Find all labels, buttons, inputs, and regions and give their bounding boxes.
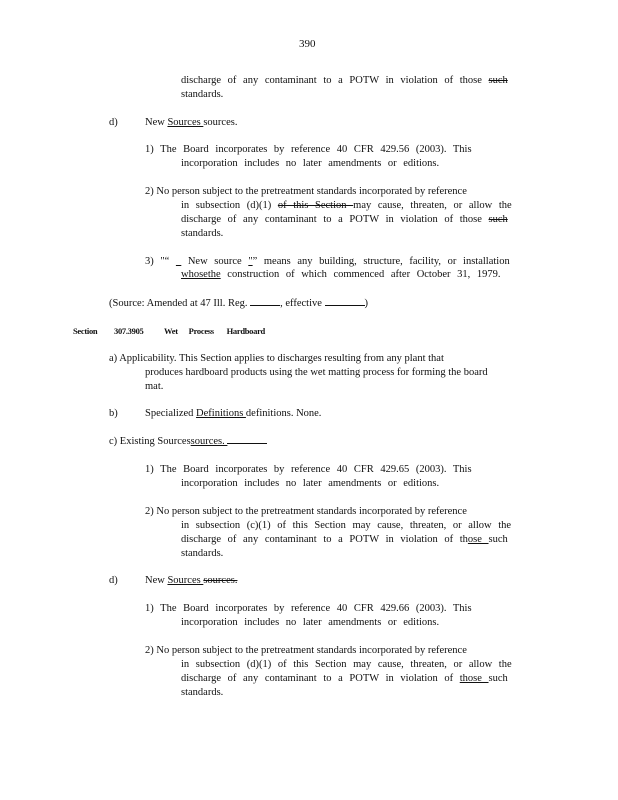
- struck-text: such: [488, 214, 508, 225]
- inserted-text: sources.: [190, 436, 228, 447]
- subsection-heading: New Sources sources.: [145, 575, 238, 586]
- paragraph-line: discharge of any contaminant to a POTW in violation of those such: [181, 214, 508, 225]
- struck-text: such: [488, 75, 508, 86]
- paragraph-line: standards.: [181, 687, 224, 698]
- paragraph-line: a) Applicability. This Section applies to discharges resulting from any plant that: [109, 353, 444, 364]
- paragraph-line: in subsection (d)(1) of this Section may cause, threaten, or allow the: [181, 200, 512, 211]
- inserted-text: those: [459, 673, 489, 684]
- struck-text: of this Section: [277, 200, 354, 211]
- inserted-text: _: [175, 256, 182, 267]
- subsection-heading: Specialized Definitions definitions. None.: [145, 408, 322, 419]
- section-label: Section: [73, 326, 98, 336]
- paragraph-line: produces hardboard products using the wet matting process for forming the board: [145, 367, 488, 378]
- subsection-letter: d): [109, 117, 118, 128]
- blank-line: [227, 437, 267, 444]
- section-number: 307.3905: [114, 326, 144, 336]
- inserted-text: whosethe: [181, 269, 221, 280]
- section-title: Wet Process Hardboard: [164, 326, 265, 336]
- subsection-heading: New Sources sources.: [145, 117, 238, 128]
- subsection-letter: b): [109, 408, 118, 419]
- paragraph-line: in subsection (d)(1) of this Section may cause, threaten, or allow the: [181, 659, 512, 670]
- inserted-text: Sources: [167, 117, 204, 128]
- paragraph-line: standards.: [181, 89, 224, 100]
- paragraph-line: 2) No person subject to the pretreatment standards incorporated by reference: [145, 506, 467, 517]
- paragraph-line: mat.: [145, 381, 164, 392]
- inserted-text: Definitions: [196, 408, 246, 419]
- paragraph-line: incorporation includes no later amendments or editions.: [181, 158, 440, 169]
- paragraph-line: 1) The Board incorporates by reference 40 CFR 429.56 (2003). This: [145, 144, 472, 155]
- paragraph-line: incorporation includes no later amendments or editions.: [181, 478, 440, 489]
- paragraph-line: discharge of any contaminant to a POTW in violation of those such: [181, 75, 508, 86]
- subsection-heading: c) Existing Sourcessources.: [109, 435, 267, 448]
- paragraph-line: standards.: [181, 548, 224, 559]
- paragraph-line: whosethe construction of which commenced after October 31, 1979.: [181, 269, 501, 280]
- paragraph-line: incorporation includes no later amendments or editions.: [181, 617, 440, 628]
- source-note: (Source: Amended at 47 Ill. Reg. , effective ): [109, 298, 369, 309]
- paragraph-line: 3) "“ _ New source "” means any building, structure, facility, or installation: [145, 256, 510, 267]
- blank-line: [325, 296, 365, 306]
- inserted-text: ": [248, 256, 253, 267]
- paragraph-line: discharge of any contaminant to a POTW in violation of those such: [181, 673, 508, 684]
- paragraph-line: 2) No person subject to the pretreatment standards incorporated by reference: [145, 645, 467, 656]
- paragraph-line: 1) The Board incorporates by reference 40 CFR 429.66 (2003). This: [145, 603, 472, 614]
- subsection-letter: d): [109, 575, 118, 586]
- page-number: 390: [299, 38, 316, 50]
- inserted-text: ose: [467, 534, 489, 545]
- paragraph-line: in subsection (c)(1) of this Section may cause, threaten, or allow the: [181, 520, 512, 531]
- paragraph-line: discharge of any contaminant to a POTW in violation of those such: [181, 534, 508, 545]
- paragraph-line: 2) No person subject to the pretreatment standards incorporated by reference: [145, 186, 467, 197]
- paragraph-line: 1) The Board incorporates by reference 40 CFR 429.65 (2003). This: [145, 464, 472, 475]
- paragraph-line: standards.: [181, 228, 224, 239]
- blank-line: [250, 296, 280, 306]
- inserted-text: Sources: [167, 575, 204, 586]
- struck-text: sources.: [203, 575, 238, 586]
